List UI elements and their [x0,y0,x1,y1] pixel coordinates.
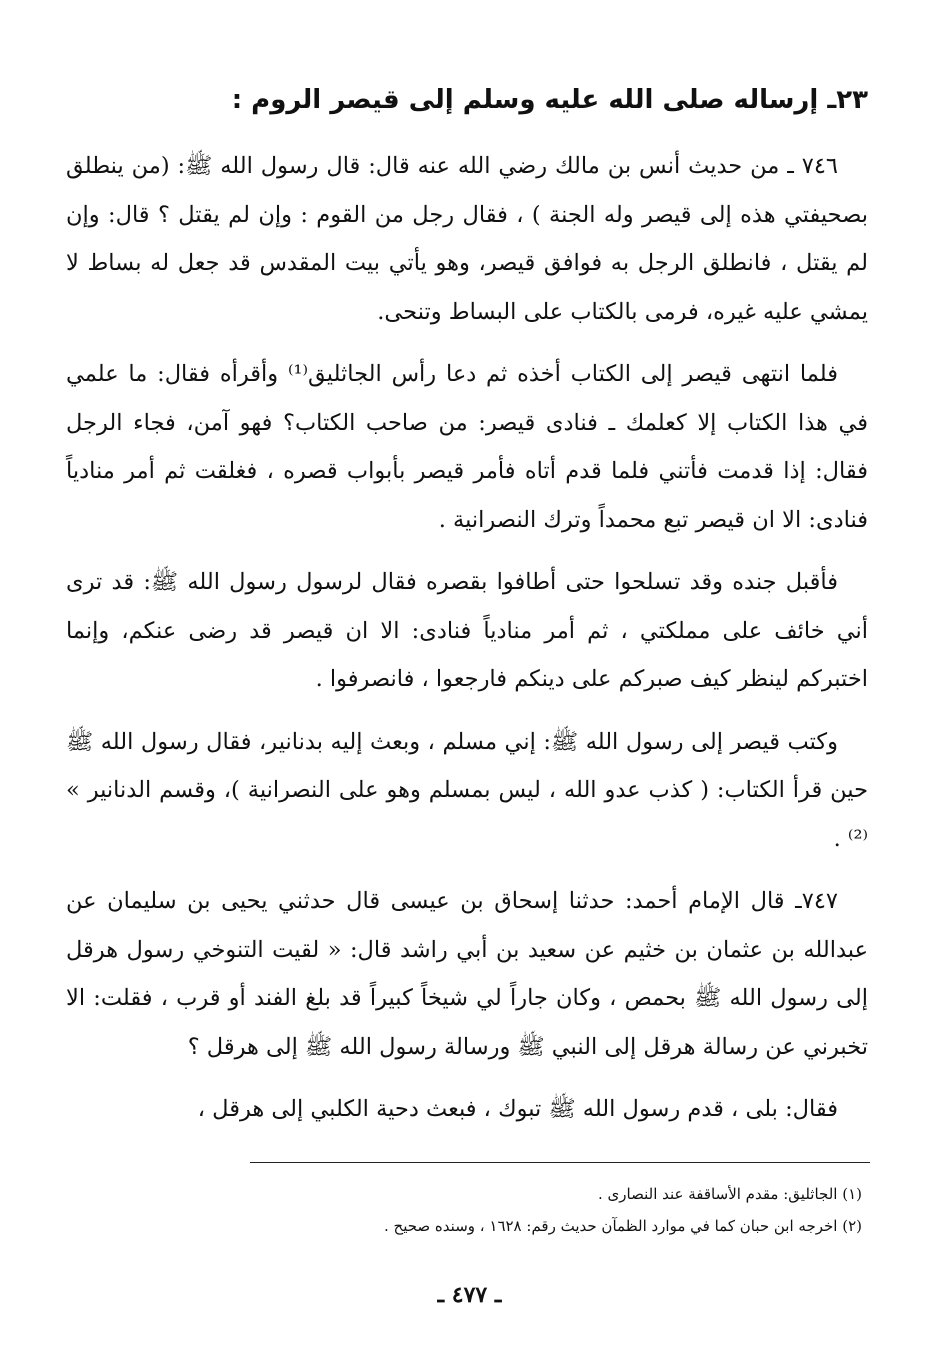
footnote-2: (٢) اخرجه ابن حبان كما في موارد الظمآن حديث رقم: ١٦٢٨ ، وسنده صحيح . [384,1217,862,1235]
paragraph-caesar-reads-letter: فلما انتهى قيصر إلى الكتاب أخذه ثم دعا رأس الجاثليق⁽¹⁾ وأقرأه فقال: ما علمي في هذا الكتاب إلا كعلمك ـ فنادى قيصر: من صاحب الكتاب؟ فهو آمن، فجاء الرجل فقال: إذا قدمت فأتني فلما قدم أتاه فأمر قيصر بأبواب قصره ، فغلقت ثم أمر منادياً فنادى: الا ان قيصر تبع محمداً وترك النصرانية . [66,361,868,533]
hadith-747-paragraph: ٧٤٧ـ قال الإمام أحمد: حدثنا إسحاق بن عيسى قال حدثني يحيى بن سليمان عن عبدالله بن عثمان بن خثيم عن سعيد بن أبي راشد قال: « لقيت التنوخي رسول هرقل إلى رسول الله ﷺ بحمص ، وكان جاراً لي شيخاً كبيراً قد بلغ الفند أو قرب ، فقلت: الا تخبرني عن رسالة هرقل إلى النبي ﷺ ورسالة رسول الله ﷺ إلى هرقل ؟ [66,888,868,1060]
paragraph-caesar-writes: وكتب قيصر إلى رسول الله ﷺ: إني مسلم ، وبعث إليه بدنانير، فقال رسول الله ﷺ حين قرأ الكتاب: ( كذب عدو الله ، ليس بمسلم وهو على النصرانية )، وقسم الدنانير » ⁽²⁾ . [66,728,868,852]
footnote-1: (١) الجاثليق: مقدم الأساقفة عند النصارى . [598,1185,862,1203]
page-number: ـ ٤٧٧ ـ [437,1282,502,1308]
section-heading: ٢٣ـ إرساله صلى الله عليه وسلم إلى قيصر الروم : [231,85,868,115]
paragraph-army-gathers: فأقبل جنده وقد تسلحوا حتى أطافوا بقصره فقال لرسول رسول الله ﷺ: قد ترى أني خائف على مملكتي ، ثم أمر منادياً فنادى: الا ان قيصر قد رضى عنكم، وإنما اختبركم لينظر كيف صبركم على دينكم فارجعوا ، فانصرفوا . [66,569,868,692]
footnotes [120,1178,862,1242]
page-body [66,80,868,1148]
hadith-746-paragraph: ٧٤٦ ـ من حديث أنس بن مالك رضي الله عنه قال: قال رسول الله ﷺ: (من ينطلق بصحيفتي هذه إلى قيصر وله الجنة ) ، فقال رجل من القوم : وإن لم يقتل ؟ قال: وإن لم يقتل ، فانطلق الرجل به فوافق قيصر، وهو يأتي بيت المقدس قد جعل له بساط لا يمشي عليه غيره، فرمى بالكتاب على البساط وتنحى. [66,153,868,325]
footnote-divider [250,1162,870,1163]
paragraph-tabuk: فقال: بلى ، قدم رسول الله ﷺ تبوك ، فبعث دحية الكلبي إلى هرقل ، [197,1096,838,1122]
